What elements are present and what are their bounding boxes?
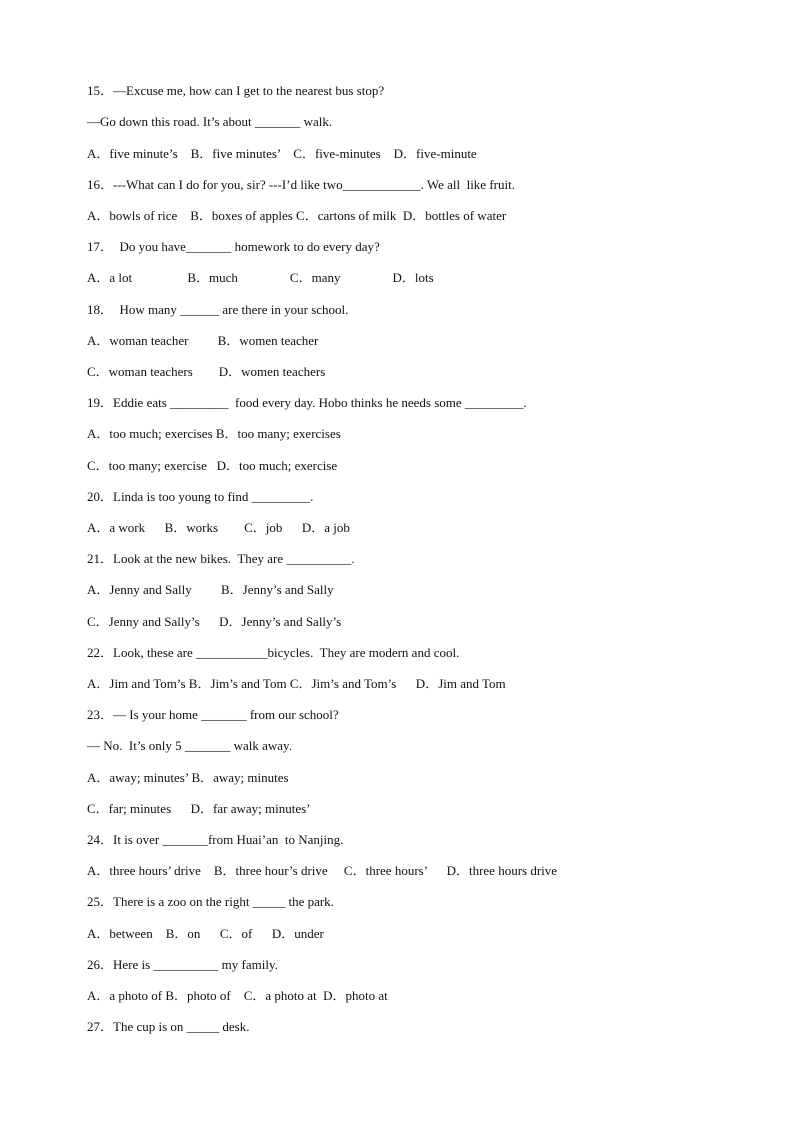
question-20: 20．Linda is too young to find _________.: [87, 489, 314, 504]
question-17: 17． Do you have_______ homework to do every day?: [87, 239, 380, 254]
options-16: A．bowls of rice B．boxes of apples C．cartons of milk D．bottles of water: [87, 208, 507, 223]
question-24: 24．It is over _______from Huai’an to Nanjing.: [87, 832, 344, 847]
options-18-ab: A．woman teacher B．women teacher: [87, 333, 319, 348]
options-20: A．a work B．works C．job D．a job: [87, 520, 350, 535]
options-23-ab: A．away; minutes’ B．away; minutes: [87, 770, 289, 785]
options-17: A．a lot B．much C．many D．lots: [87, 270, 434, 285]
question-23-reply: — No. It’s only 5 _______ walk away.: [87, 738, 292, 753]
options-24: A．three hours’ drive B．three hour’s drive C．three hours’ D．three hours drive: [87, 863, 558, 878]
options-21-cd: C．Jenny and Sally’s D．Jenny’s and Sally’s: [87, 614, 342, 629]
question-15: 15．—Excuse me, how can I get to the nearest bus stop?: [87, 83, 385, 98]
question-18: 18． How many ______ are there in your school.: [87, 302, 349, 317]
question-21: 21．Look at the new bikes. They are __________.: [87, 551, 355, 566]
options-21-ab: A．Jenny and Sally B．Jenny’s and Sally: [87, 582, 334, 597]
options-22: A．Jim and Tom’s B．Jim’s and Tom C．Jim’s and Tom’s D．Jim and Tom: [87, 676, 506, 691]
question-19: 19．Eddie eats _________ food every day. Hobo thinks he needs some _________.: [87, 395, 527, 410]
options-19-cd: C．too many; exercise D．too much; exercise: [87, 458, 338, 473]
question-27: 27．The cup is on _____ desk.: [87, 1019, 250, 1034]
options-26: A．a photo of B．photo of C．a photo at D．photo at: [87, 988, 388, 1003]
options-19-ab: A．too much; exercises B．too many; exercises: [87, 426, 341, 441]
options-23-cd: C．far; minutes D．far away; minutes’: [87, 801, 311, 816]
question-23: 23．— Is your home _______ from our school?: [87, 707, 339, 722]
options-25: A．between B．on C．of D．under: [87, 926, 324, 941]
question-26: 26．Here is __________ my family.: [87, 957, 278, 972]
question-25: 25．There is a zoo on the right _____ the park.: [87, 894, 334, 909]
question-22: 22．Look, these are ___________bicycles. They are modern and cool.: [87, 645, 460, 660]
question-15-reply: —Go down this road. It’s about _______ walk.: [87, 114, 333, 129]
options-18-cd: C．woman teachers D．women teachers: [87, 364, 326, 379]
options-15: A．five minute’s B．five minutes’ C．five-minutes D．five-minute: [87, 146, 477, 161]
question-16: 16．---What can I do for you, sir? ---I’d like two____________. We all like fruit.: [87, 177, 515, 192]
